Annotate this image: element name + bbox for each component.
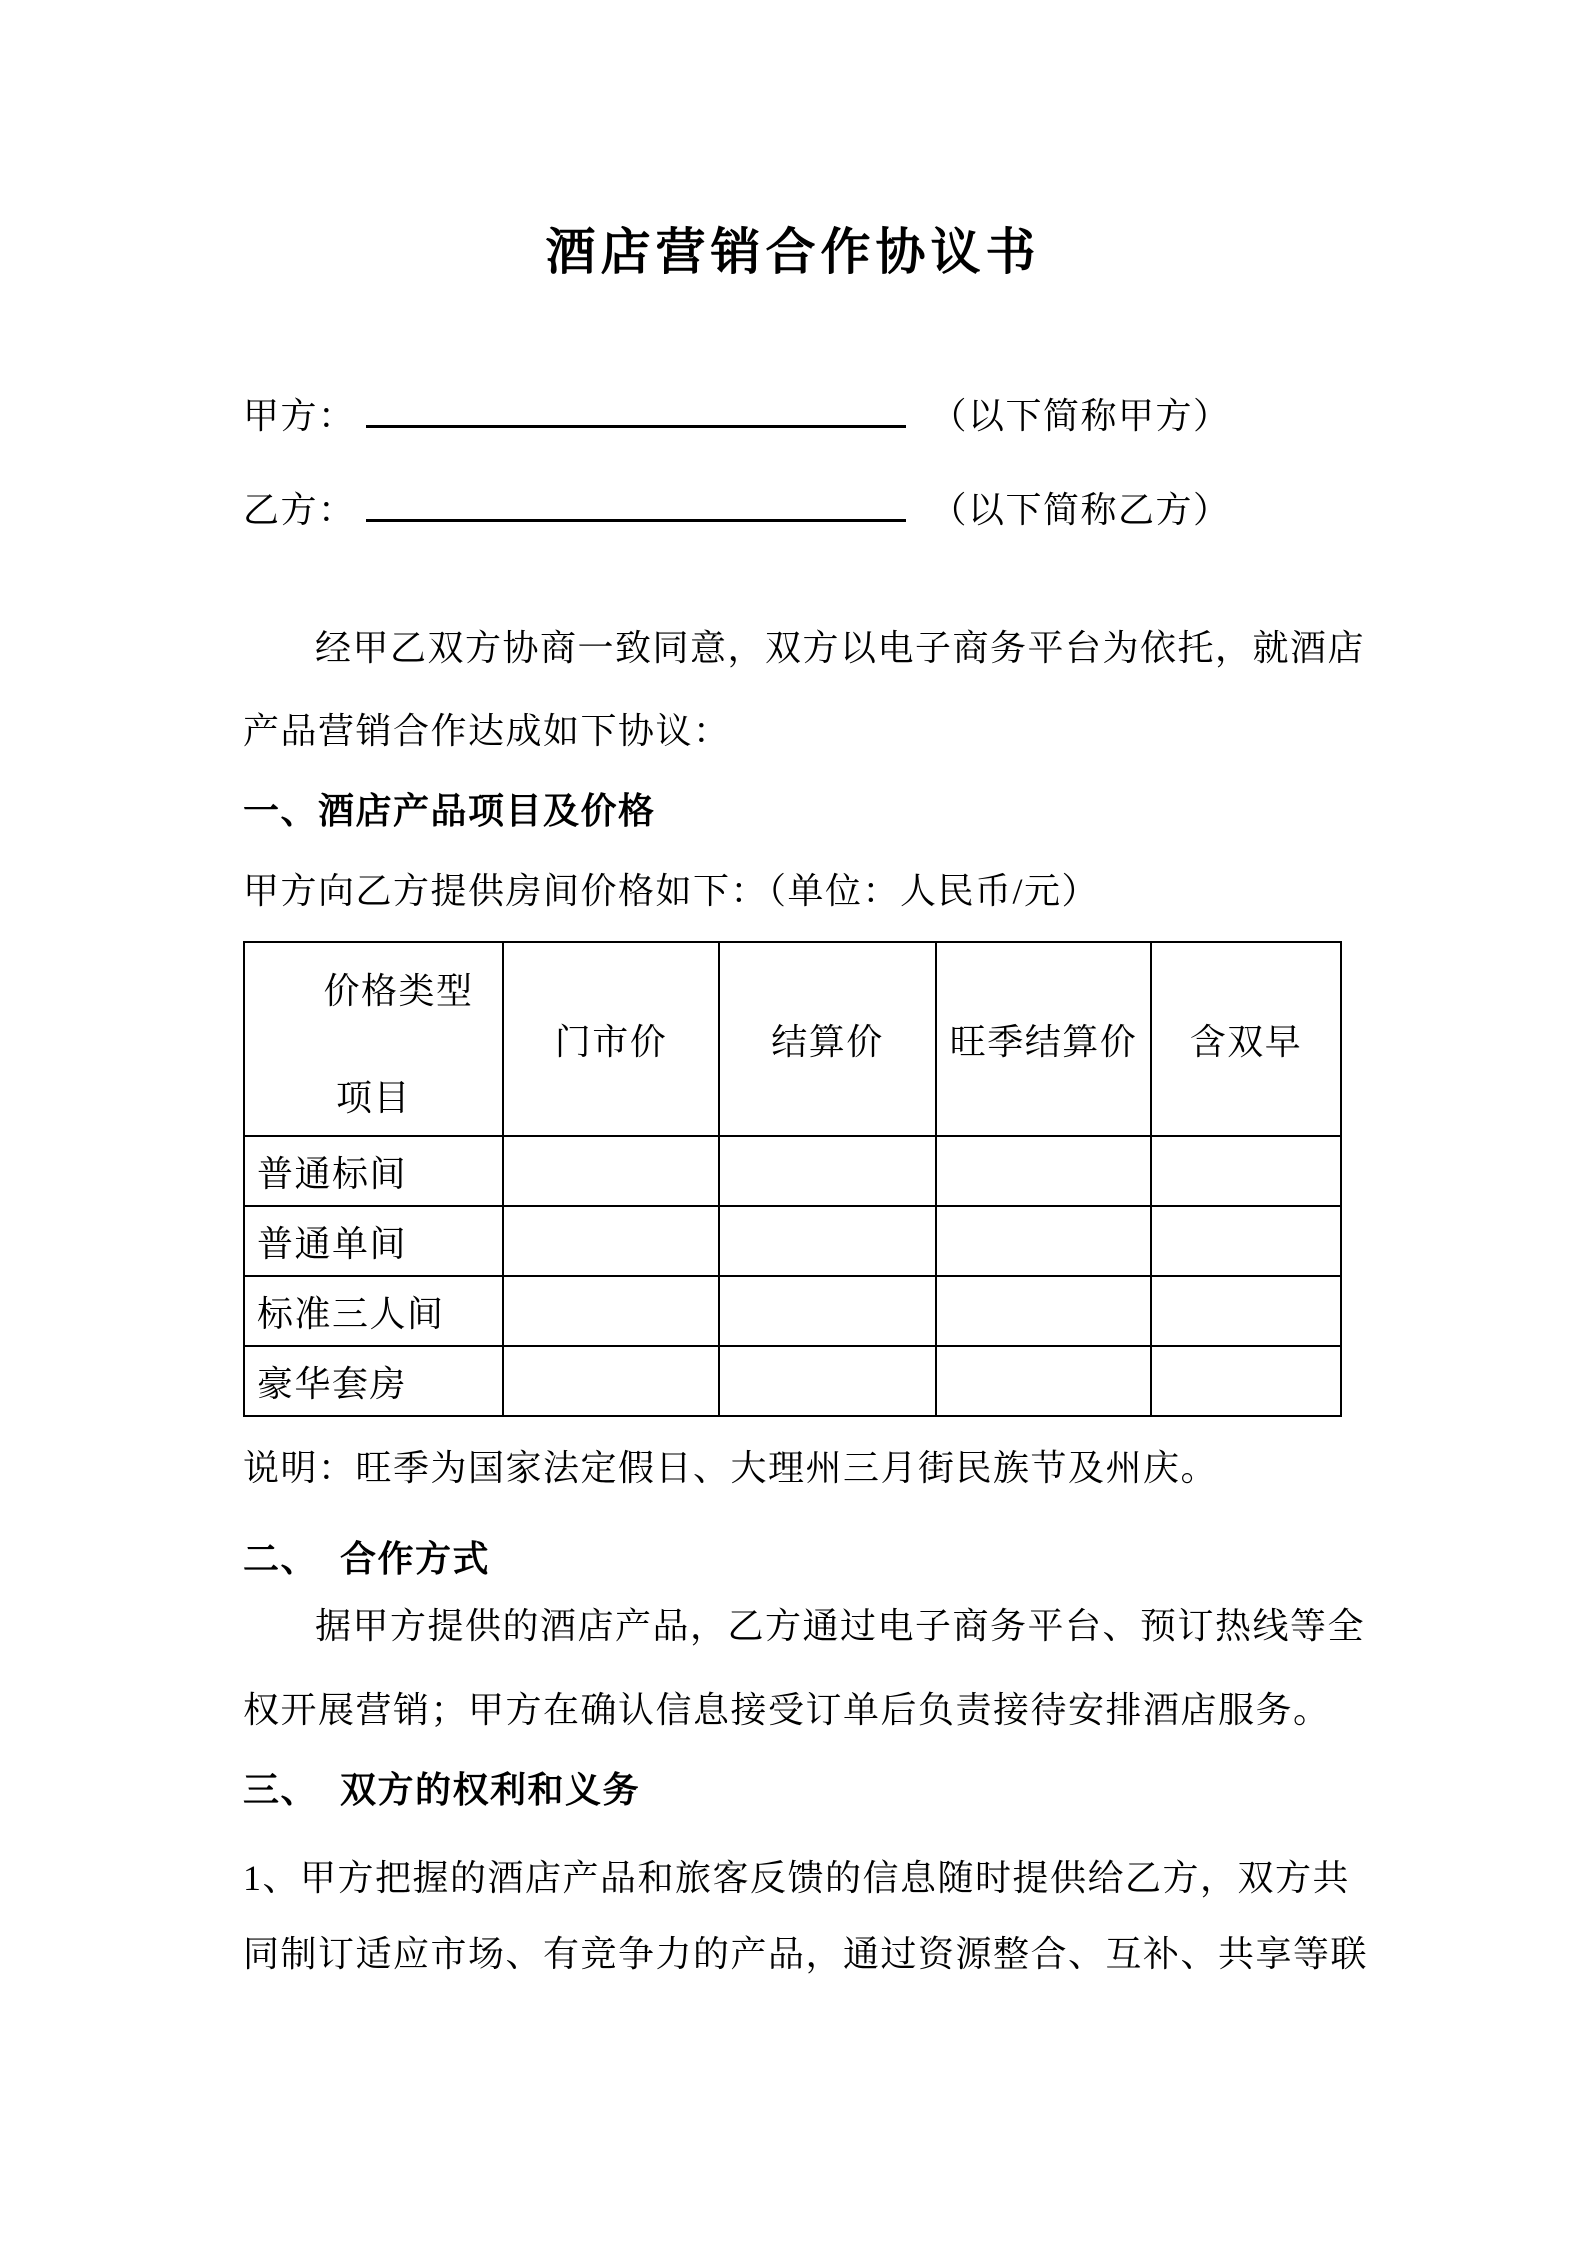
table-row-standard-single [244,1206,1341,1276]
intro-paragraph-line-2: 产品营销合作达成如下协议： [243,711,731,751]
price-cell-empty [1151,1206,1341,1276]
section-3-line-1: 1、甲方把握的酒店产品和旅客反馈的信息随时提供给乙方，双方共 [243,1858,1351,1898]
price-cell-empty [503,1206,719,1276]
table-row-standard-twin [244,1136,1341,1206]
party-b-label: 乙方： [243,490,356,530]
party-a-note: （以下简称甲方） [930,396,1231,436]
section-2-number: 二、 [243,1539,319,1579]
table-header-row [244,942,1341,1136]
column-header-retail-price: 门市价 [503,942,719,1136]
intro-paragraph-line-1: 经甲乙双方协商一致同意，双方以电子商务平台为依托，就酒店 [315,628,1366,668]
row-label-deluxe-suite: 豪华套房 [244,1346,503,1416]
section-3-title: 双方的权利和义务 [340,1770,641,1810]
section-1-lead: 甲方向乙方提供房间价格如下：（单位：人民币/元） [243,871,1100,911]
section-3-number: 三、 [243,1770,319,1810]
price-cell-empty [936,1346,1151,1416]
price-cell-empty [719,1136,936,1206]
row-label-standard-single: 普通单间 [244,1206,503,1276]
price-cell-empty [719,1206,936,1276]
price-cell-empty [1151,1276,1341,1346]
party-a-row [243,386,1231,438]
corner-label-price-type: 价格类型 [323,971,474,1011]
section-1-heading: 一、酒店产品项目及价格 [243,791,656,831]
party-b-blank-line [366,480,906,522]
price-cell-empty [936,1206,1151,1276]
price-cell-empty [503,1276,719,1346]
page-title: 酒店营销合作协议书 [545,224,1041,280]
price-cell-empty [936,1276,1151,1346]
room-price-table [243,941,1342,1417]
party-a-blank-line [366,386,906,428]
section-2-line-1: 据甲方提供的酒店产品，乙方通过电子商务平台、预订热线等全 [315,1606,1366,1646]
table-corner-cell [244,942,503,1136]
price-cell-empty [719,1276,936,1346]
price-cell-empty [1151,1136,1341,1206]
price-cell-empty [936,1136,1151,1206]
party-b-row [243,480,1231,532]
section-3-heading [243,1768,640,1812]
table-note: 说明：旺季为国家法定假日、大理州三月街民族节及州庆。 [243,1448,1219,1488]
table-row-standard-triple [244,1276,1341,1346]
row-label-standard-triple: 标准三人间 [244,1276,503,1346]
column-header-with-breakfast: 含双早 [1151,942,1341,1136]
price-cell-empty [719,1346,936,1416]
price-cell-empty [503,1136,719,1206]
section-2-heading [243,1537,490,1581]
section-3-line-2: 同制订适应市场、有竞争力的产品，通过资源整合、互补、共享等联 [243,1934,1369,1974]
table-row-deluxe-suite [244,1346,1341,1416]
party-a-label: 甲方： [243,396,356,436]
corner-label-item: 项目 [335,1078,411,1118]
price-cell-empty [1151,1346,1341,1416]
section-2-title: 合作方式 [340,1539,491,1579]
party-b-note: （以下简称乙方） [930,490,1231,530]
price-cell-empty [503,1346,719,1416]
row-label-standard-twin: 普通标间 [244,1136,503,1206]
column-header-settlement-price: 结算价 [719,942,936,1136]
column-header-peak-settlement-price: 旺季结算价 [936,942,1151,1136]
section-2-line-2: 权开展营销；甲方在确认信息接受订单后负责接待安排酒店服务。 [243,1690,1331,1730]
